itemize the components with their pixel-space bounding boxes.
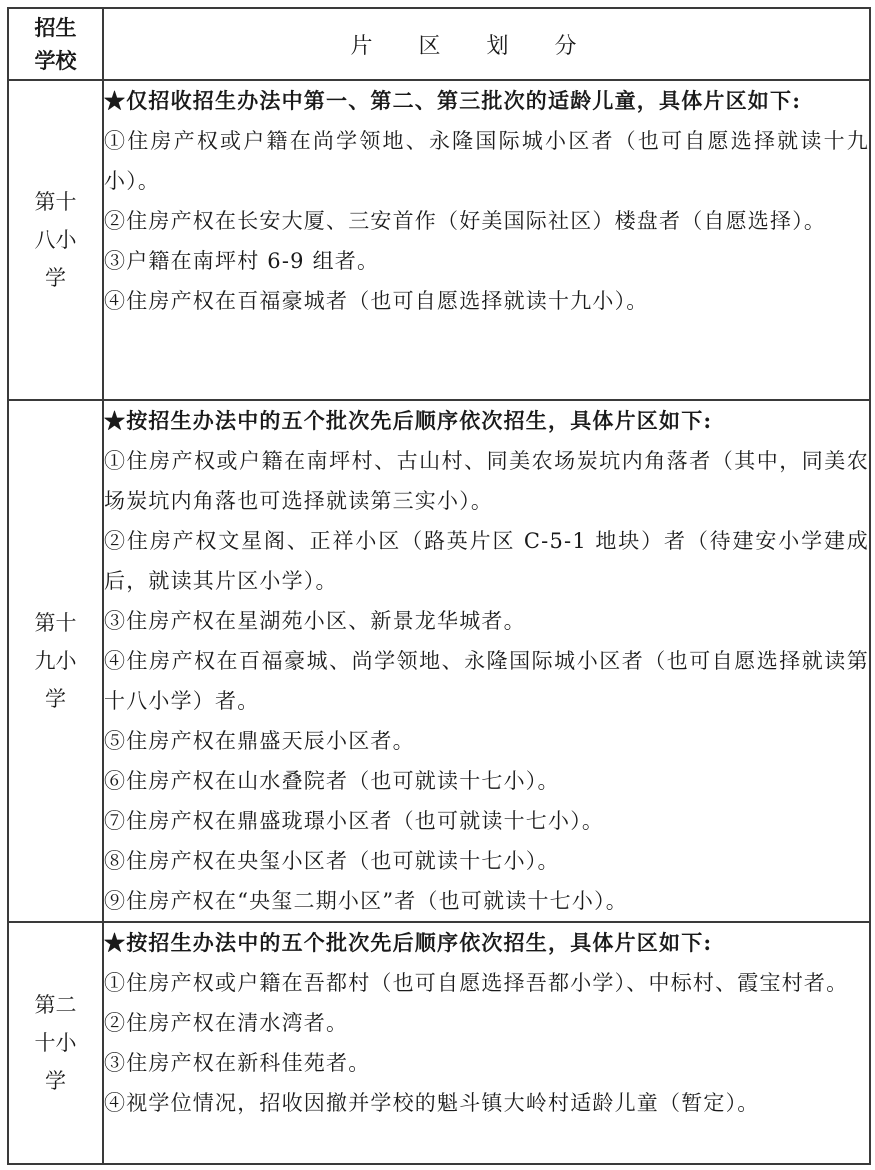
- zone-item: ⑨住房产权在“央玺二期小区”者（也可就读十七小）。: [104, 889, 628, 913]
- school-name-line: 九小: [34, 649, 77, 673]
- school-name-line: 第十: [34, 190, 77, 214]
- zone-rule: ★按招生办法中的五个批次先后顺序依次招生，具体片区如下:: [104, 408, 713, 433]
- table-row: [8, 922, 870, 1164]
- zone-rule: ★仅招收招生办法中第一、第二、第三批次的适龄儿童，具体片区如下:: [104, 88, 802, 113]
- zone-rule: ★按招生办法中的五个批次先后顺序依次招生，具体片区如下:: [104, 930, 713, 955]
- school-name-line: 第二: [34, 993, 77, 1017]
- zone-item: ⑤住房产权在鼎盛天辰小区者。: [104, 729, 415, 753]
- zone-item: ①住房产权或户籍在尚学领地、永隆国际城小区者（也可自愿选择就读十九小）。: [104, 129, 869, 193]
- zone-item: ①住房产权或户籍在南坪村、古山村、同美农场炭坑内角落者（其中，同美农场炭坑内角落也可选择就读第三实小）。: [104, 449, 869, 513]
- school-name-line: 学: [45, 687, 66, 711]
- header-school: [8, 8, 103, 80]
- zone-cell: [103, 80, 870, 400]
- school-cell: [8, 80, 103, 400]
- zone-item: ④住房产权在百福豪城、尚学领地、永隆国际城小区者（也可自愿选择就读第十八小学）者。: [104, 649, 869, 713]
- zone-item: ⑧住房产权在央玺小区者（也可就读十七小）。: [104, 849, 560, 873]
- zone-cell: [103, 400, 870, 922]
- zone-item: ③户籍在南坪村 6-9 组者。: [104, 249, 380, 273]
- zone-item: ②住房产权在长安大厦、三安首作（好美国际社区）楼盘者（自愿选择）。: [104, 209, 827, 233]
- table-row: [8, 400, 870, 922]
- school-name-line: 学: [45, 1069, 66, 1093]
- table-row: [8, 80, 870, 400]
- zone-item: ④住房产权在百福豪城者（也可自愿选择就读十九小）。: [104, 289, 649, 313]
- header-school-line: 招生: [34, 15, 77, 40]
- school-cell: [8, 922, 103, 1164]
- zone-item: ②住房产权文星阁、正祥小区（路英片区 C-5-1 地块）者（待建安小学建成后，就读其片区小学）。: [104, 529, 869, 593]
- header-school-line: 学校: [34, 48, 77, 73]
- zone-item: ③住房产权在星湖苑小区、新景龙华城者。: [104, 609, 526, 633]
- zone-item: ①住房产权或户籍在吾都村（也可自愿选择吾都小学）、中标村、霞宝村者。: [104, 971, 849, 995]
- zone-item: ④视学位情况，招收因撤并学校的魁斗镇大岭村适龄儿童（暂定）。: [104, 1091, 760, 1115]
- school-name-line: 八小: [34, 228, 77, 252]
- school-name-line: 学: [45, 266, 66, 290]
- zone-item: ②住房产权在清水湾者。: [104, 1011, 349, 1035]
- zone-item: ⑥住房产权在山水叠院者（也可就读十七小）。: [104, 769, 560, 793]
- header-zone: 片区划分: [103, 8, 870, 80]
- school-name-line: 十小: [34, 1031, 77, 1055]
- table-header-row: [8, 8, 870, 80]
- school-name-line: 第十: [34, 611, 77, 635]
- school-cell: [8, 400, 103, 922]
- zone-item: ⑦住房产权在鼎盛珑璟小区者（也可就读十七小）。: [104, 809, 605, 833]
- zone-item: ③住房产权在新科佳苑者。: [104, 1051, 371, 1075]
- zone-cell: [103, 922, 870, 1164]
- zoning-table: [7, 7, 871, 1165]
